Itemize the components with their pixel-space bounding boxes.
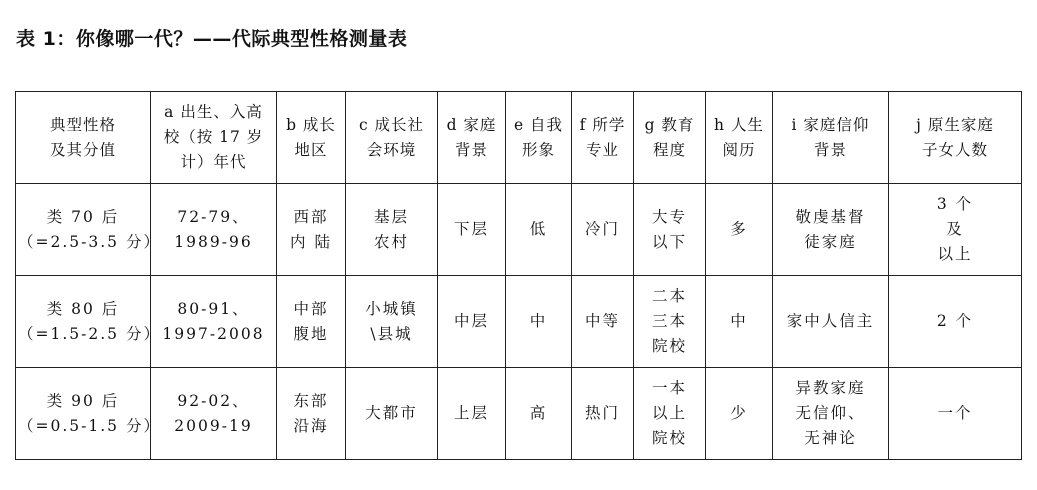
header-line: h 人生 [714,115,764,134]
cell-line: 大都市 [365,404,418,422]
header-line: b 成长 [286,115,336,134]
cell-line: 3 个 [936,195,974,213]
header-family-background [438,92,506,184]
header-line: 背景 [813,140,847,159]
cell-major [572,368,634,460]
cell-family-background [438,184,506,276]
cell-self-image [506,368,572,460]
cell-line: 2 个 [936,312,974,330]
cell-line: 基层 [373,207,409,226]
cell-line: 家中人信主 [786,312,875,330]
cell-major [572,184,634,276]
cell-line: 二本 [651,287,687,305]
header-trait-score [16,92,151,184]
header-line: 地区 [294,140,328,159]
cell-siblings-count [889,368,1022,460]
cell-line: 敬虔基督 [795,207,866,226]
cell-line: 腹地 [293,324,329,343]
header-line: 程度 [652,140,686,159]
header-siblings-count [889,92,1022,184]
cell-line: 冷门 [584,220,620,238]
table-row-post70 [16,184,1022,276]
cell-major [572,276,634,368]
generation-trait-table [15,91,1022,460]
cell-trait [16,276,161,368]
header-birth-years [151,92,277,184]
header-line: j 原生家庭 [916,115,994,134]
header-line: g 教育 [644,115,695,134]
cell-line: 多 [730,220,748,238]
cell-education [634,368,706,460]
cell-line: 农村 [373,232,409,251]
header-line: 及其分值 [49,140,116,159]
cell-line: 三本 [651,312,687,330]
cell-line: 80-91、 [177,299,250,318]
cell-line: 小城镇 [365,299,418,318]
cell-family-background [438,276,506,368]
cell-line: 无神论 [804,429,857,447]
header-line: 子女人数 [921,140,988,159]
cell-line: 院校 [651,429,687,447]
cell-social-environment [346,276,438,368]
cell-family-faith [773,276,889,368]
cell-line: 以上 [937,245,973,263]
cell-growth-region [277,184,346,276]
cell-line: 无信仰、 [795,404,866,422]
cell-growth-region [277,276,346,368]
header-growth-region [277,92,346,184]
cell-line: 类 90 后 [46,391,120,410]
cell-line: 大专 [651,207,687,226]
cell-social-environment [346,368,438,460]
cell-line: 低 [529,220,548,238]
cell-education [634,276,706,368]
cell-line: 内 陆 [290,232,332,251]
header-line: i 家庭信仰 [791,115,870,134]
cell-siblings-count [889,184,1022,276]
cell-line: 院校 [651,337,687,355]
cell-birth-years [151,184,277,276]
table-header-row [16,92,1022,184]
header-education [634,92,706,184]
cell-birth-years [151,368,277,460]
cell-life-experience [706,276,773,368]
header-line: a 出生、入高 [164,103,263,121]
cell-line: 东部 [293,391,329,410]
header-line: 形象 [521,140,555,159]
header-self-image [506,92,572,184]
cell-line: 中层 [453,312,489,330]
header-line: f 所学 [579,115,626,134]
cell-line: 中 [730,312,748,330]
cell-line: 少 [730,404,748,422]
cell-life-experience [706,184,773,276]
cell-line: 沿海 [293,416,329,435]
cell-family-faith [773,184,889,276]
cell-family-background [438,368,506,460]
cell-line: 1997-2008 [162,324,265,343]
cell-line: 中等 [584,312,620,330]
cell-family-faith [773,368,889,460]
cell-life-experience [706,368,773,460]
header-family-faith [773,92,889,184]
header-line: d 家庭 [446,115,497,134]
cell-growth-region [277,368,346,460]
cell-line: （=1.5-2.5 分） [18,324,161,343]
header-line: 校（按 17 岁 [163,128,264,146]
header-line: c 成长社 [358,115,425,134]
cell-birth-years [151,276,277,368]
cell-line: 2009-19 [174,416,253,435]
cell-line: 72-79、 [177,207,250,226]
cell-social-environment [346,184,438,276]
header-line: 阅历 [722,140,756,159]
header-line: 计）年代 [180,153,247,171]
header-line: e 自我 [513,115,564,134]
header-major [572,92,634,184]
cell-line: 上层 [453,404,489,422]
header-social-environment [346,92,438,184]
table-row-post90 [16,368,1022,460]
cell-line: 以下 [651,232,687,251]
page-title: 表 1：你像哪一代？——代际典型性格测量表 [16,28,408,50]
cell-line: 下层 [453,220,489,238]
cell-line: 西部 [293,207,329,226]
cell-line: （=2.5-3.5 分） [18,232,161,251]
header-line: 专业 [585,140,619,159]
cell-trait [16,184,161,276]
table-row-post80 [16,276,1022,368]
cell-line: 中 [529,312,548,330]
cell-line: 一本 [651,379,687,397]
cell-line: \县城 [370,324,413,343]
cell-education [634,184,706,276]
cell-line: 高 [529,404,548,422]
cell-line: 1989-96 [174,232,253,251]
cell-line: 92-02、 [177,391,250,410]
header-line: 会环境 [366,140,417,159]
cell-line: 以上 [651,404,687,422]
cell-trait [16,368,161,460]
cell-line: 一个 [937,404,973,422]
cell-line: 类 80 后 [46,299,120,318]
cell-self-image [506,184,572,276]
cell-self-image [506,276,572,368]
cell-line: 类 70 后 [46,207,120,226]
cell-line: 异教家庭 [795,379,866,397]
header-line: 背景 [454,140,488,159]
header-line: 典型性格 [49,115,116,134]
cell-line: 徒家庭 [804,232,857,251]
cell-siblings-count [889,276,1022,368]
cell-line: 中部 [293,299,329,318]
header-life-experience [706,92,773,184]
cell-line: （=0.5-1.5 分） [18,416,161,435]
cell-line: 热门 [584,404,620,422]
cell-line: 及 [946,220,964,238]
